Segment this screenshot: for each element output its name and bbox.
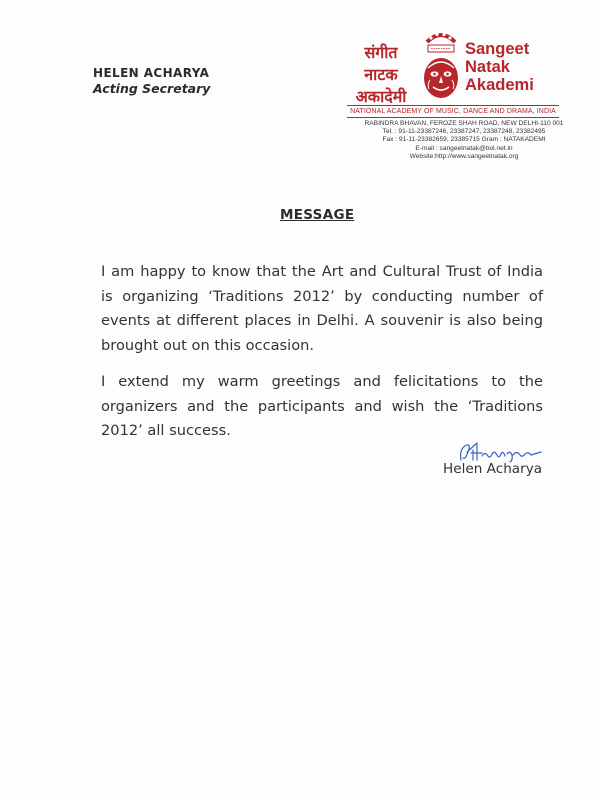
sender-title: Acting Secretary — [93, 81, 211, 96]
sender-block — [93, 66, 210, 96]
address-line: RABINDRA BHAVAN, FEROZE SHAH ROAD, NEW DELHI-110 001 — [364, 120, 564, 127]
address-line: Fax : 91-11-23382659, 23385715 Gram : NATAKADEMI — [382, 136, 546, 144]
message-paragraph: I extend my warm greetings and felicitations to the organizers and the participants and wish the ‘Traditions 2012’ all success. — [101, 373, 543, 439]
logo-english-line: Akademi — [465, 76, 534, 94]
logo-hindi-line: अकादेमी — [355, 87, 407, 106]
logo-hindi-line: नाटक — [364, 65, 398, 84]
letterhead-address — [359, 120, 569, 161]
message-heading: MESSAGE — [280, 207, 355, 223]
logo-english-line: Natak — [465, 58, 510, 76]
address-line: Website:http://www.sangeetnatak.org — [409, 152, 519, 160]
sender-name: HELEN ACHARYA — [93, 66, 210, 80]
logo-english-line: Sangeet — [465, 40, 530, 58]
signer-name: Helen Acharya — [443, 461, 543, 477]
message-paragraph: I am happy to know that the Art and Cultural Trust of India is organizing ‘Traditions 2012’ by conducting number of events at different places in Delhi. A souvenir is also being brought out on this occasion. — [101, 263, 543, 354]
logo-english-text — [465, 40, 534, 94]
akademi-emblem-icon — [419, 28, 463, 102]
address-line: E-mail : sangeetnatak@bol.net.in — [415, 144, 513, 152]
logo-hindi-text — [345, 42, 417, 108]
letterhead-tagline: NATIONAL ACADEMY OF MUSIC, DANCE AND DRAMA, INDIA — [347, 105, 559, 118]
logo-hindi-line: संगीत — [364, 43, 398, 62]
address-line: Tel. : 91-11-23387246, 23387247, 23387248, 23382495 — [382, 128, 546, 136]
letterhead — [345, 24, 575, 160]
